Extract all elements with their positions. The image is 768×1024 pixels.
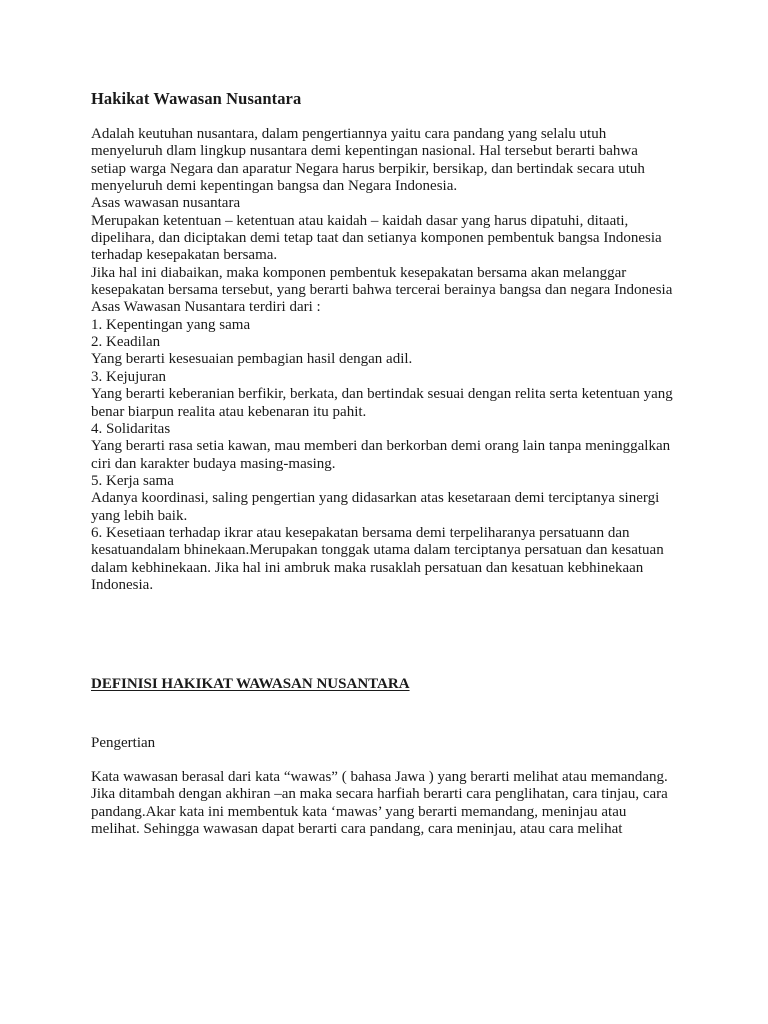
- body-line: kesepakatan bersama tersebut, yang berarti bahwa tercerai berainya bangsa dan negara Indonesia: [91, 282, 673, 299]
- section-title: DEFINISI HAKIKAT WAWASAN NUSANTARA: [91, 676, 410, 692]
- sub-heading: Pengertian: [91, 735, 156, 751]
- body-line: 6. Kesetiaan terhadap ikrar atau kesepakatan bersama demi terpeliharanya persatuann dan: [91, 524, 630, 541]
- body-line: 4. Solidaritas: [91, 420, 171, 437]
- body-line: terhadap kesepakatan bersama.: [91, 247, 278, 264]
- definition-text: [91, 769, 691, 838]
- body-line: 3. Kejujuran: [91, 368, 166, 385]
- definition-line: melihat. Sehingga wawasan dapat berarti cara pandang, cara meninjau, atau cara melihat: [91, 820, 623, 837]
- body-line: dipelihara, dan diciptakan demi tetap taat dan setianya komponen pembentuk bangsa Indonesia: [91, 230, 662, 247]
- body-line: Jika hal ini diabaikan, maka komponen pembentuk kesepakatan bersama akan melanggar: [91, 264, 627, 281]
- body-line: Yang berarti rasa setia kawan, mau memberi dan berkorban demi orang lain tanpa meninggalkan: [91, 438, 671, 455]
- body-line: Merupakan ketentuan – ketentuan atau kaidah – kaidah dasar yang harus dipatuhi, ditaati,: [91, 212, 629, 229]
- body-line: 5. Kerja sama: [91, 472, 174, 489]
- body-line: Yang berarti kesesuaian pembagian hasil dengan adil.: [91, 351, 413, 368]
- body-line: yang lebih baik.: [91, 507, 188, 524]
- body-line: menyeluruh demi kepentingan bangsa dan Negara Indonesia.: [91, 178, 458, 195]
- body-line: Adanya koordinasi, saling pengertian yang didasarkan atas kesetaraan demi terciptanya sinergi: [91, 490, 660, 507]
- body-line: 1. Kepentingan yang sama: [91, 316, 251, 333]
- body-line: Indonesia.: [91, 576, 154, 593]
- body-line: benar biarpun realita atau kebenaran itu pahit.: [91, 403, 367, 420]
- body-line: kesatuandalam bhinekaan.Merupakan tonggak utama dalam terciptanya persatuan dan kesatuan: [91, 542, 664, 559]
- body-line: Adalah keutuhan nusantara, dalam pengertiannya yaitu cara pandang yang selalu utuh: [91, 126, 607, 142]
- body-line: setiap warga Negara dan aparatur Negara harus berpikir, bersikap, dan bertindak secara utuh: [91, 160, 645, 177]
- definition-line: Jika ditambah dengan akhiran –an maka secara harfiah berarti cara penglihatan, cara tinjau, cara: [91, 786, 668, 803]
- body-line: Asas wawasan nusantara: [91, 195, 241, 212]
- body-line: menyeluruh dlam lingkup nusantara demi kepentingan nasional. Hal tersebut berarti bahwa: [91, 143, 638, 160]
- body-line: Asas Wawasan Nusantara terdiri dari :: [91, 299, 321, 316]
- body-line: 2. Keadilan: [91, 334, 161, 351]
- document-title: Hakikat Wawasan Nusantara: [91, 89, 302, 108]
- body-line: dalam kebhinekaan. Jika hal ini ambruk maka rusaklah persatuan dan kesatuan kebhinekaan: [91, 559, 644, 576]
- body-line: ciri dan karakter budaya masing-masing.: [91, 455, 336, 472]
- body-line: Yang berarti keberanian berfikir, berkata, dan bertindak sesuai dengan relita serta ketentuan yang: [91, 386, 673, 403]
- definition-line: Kata wawasan berasal dari kata “wawas” ( bahasa Jawa ) yang berarti melihat atau memandang.: [91, 769, 668, 785]
- body-text: [91, 126, 691, 594]
- definition-line: pandang.Akar kata ini membentuk kata ‘mawas’ yang berarti memandang, meninjau atau: [91, 803, 627, 820]
